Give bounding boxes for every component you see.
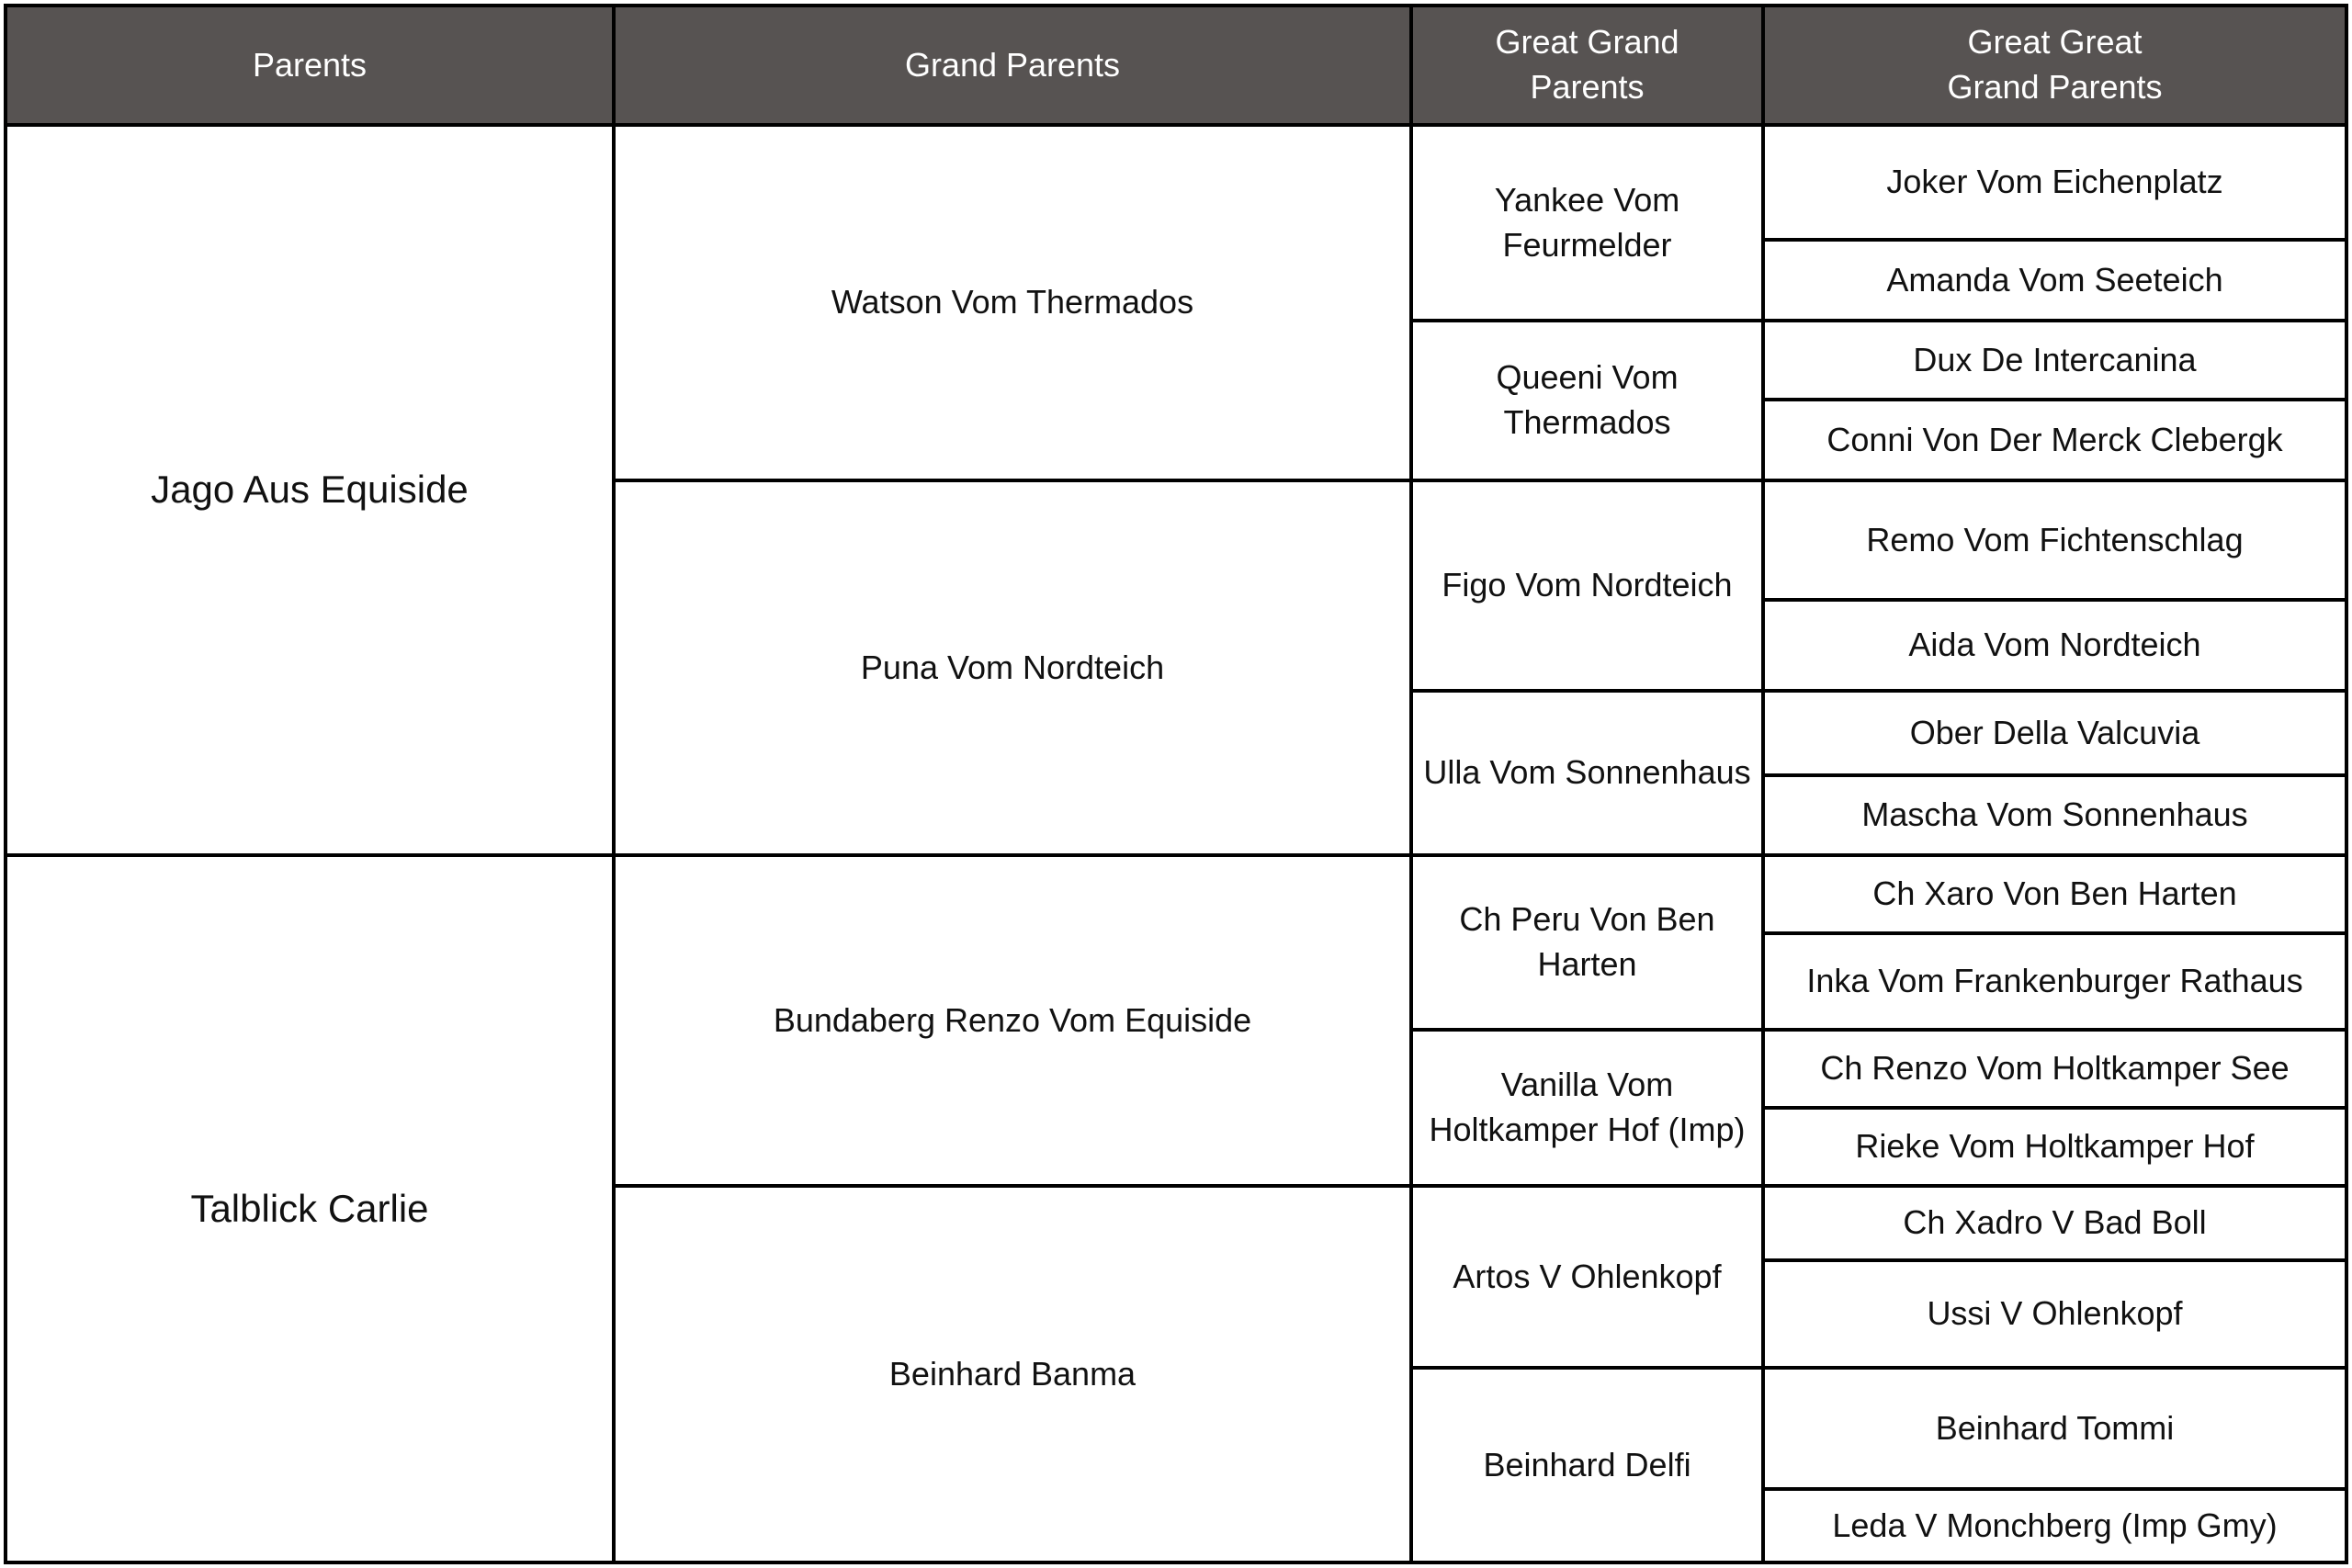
- header-grand-parents-label: Grand Parents: [904, 45, 1121, 84]
- great-great-grand-parent-12: [1761, 1106, 2348, 1188]
- great-great-grand-parent-5-name: Remo Vom Fichtenschlag: [1866, 520, 2244, 558]
- great-great-grand-parent-6: [1761, 598, 2348, 693]
- great-great-grand-parent-14-name: Ussi V Ohlenkopf: [1927, 1294, 2183, 1333]
- great-great-grand-parent-11-name: Ch Renzo Vom Holtkamper See: [1820, 1049, 2290, 1088]
- great-great-grand-parent-13: [1761, 1184, 2348, 1262]
- grand-parent-3: [612, 853, 1413, 1188]
- great-grand-parent-6-name: Vanilla Vom Holtkamper Hof (Imp): [1429, 1066, 1746, 1148]
- great-great-grand-parent-1-name: Joker Vom Eichenplatz: [1886, 163, 2223, 201]
- great-grand-parent-4: [1409, 689, 1765, 857]
- great-great-grand-parent-8-name: Mascha Vom Sonnenhaus: [1861, 795, 2248, 834]
- great-great-grand-parent-2: [1761, 238, 2348, 322]
- great-great-grand-parent-16-name: Leda V Monchberg (Imp Gmy): [1832, 1506, 2278, 1544]
- great-great-grand-parent-10: [1761, 931, 2348, 1032]
- grand-parent-2: [612, 479, 1413, 857]
- great-grand-parent-6: [1409, 1028, 1765, 1188]
- great-great-grand-parent-1: [1761, 123, 2348, 242]
- great-grand-parent-5-name: Ch Peru Von Ben Harten: [1459, 900, 1715, 983]
- great-grand-parent-8: [1409, 1366, 1765, 1564]
- great-grand-parent-2-name: Queeni Vom Thermados: [1496, 358, 1679, 441]
- great-great-grand-parent-3-name: Dux De Intercanina: [1913, 340, 2197, 378]
- great-great-grand-parent-6-name: Aida Vom Nordteich: [1908, 626, 2201, 664]
- great-great-grand-parent-8: [1761, 773, 2348, 857]
- header-parents: [4, 4, 616, 127]
- great-great-grand-parent-5: [1761, 479, 2348, 602]
- header-great-great-grand-parents: [1761, 4, 2348, 127]
- grand-parent-2-name: Puna Vom Nordteich: [860, 648, 1165, 686]
- great-grand-parent-2: [1409, 319, 1765, 482]
- great-grand-parent-4-name: Ulla Vom Sonnenhaus: [1423, 753, 1751, 792]
- great-great-grand-parent-12-name: Rieke Vom Holtkamper Hof: [1855, 1127, 2255, 1166]
- great-great-grand-parent-2-name: Amanda Vom Seeteich: [1886, 260, 2223, 299]
- grand-parent-4: [612, 1184, 1413, 1564]
- header-parents-label: Parents: [252, 45, 368, 84]
- great-great-grand-parent-3: [1761, 319, 2348, 401]
- header-great-great-grand-parents-label: Great Great Grand Parents: [1947, 23, 2163, 106]
- grand-parent-4-name: Beinhard Banma: [888, 1354, 1136, 1393]
- header-great-grand-parents-label: Great Grand Parents: [1495, 23, 1679, 106]
- great-great-grand-parent-10-name: Inka Vom Frankenburger Rathaus: [1806, 962, 2303, 1000]
- great-grand-parent-8-name: Beinhard Delfi: [1483, 1445, 1691, 1483]
- great-grand-parent-3: [1409, 479, 1765, 693]
- great-great-grand-parent-13-name: Ch Xadro V Bad Boll: [1903, 1203, 2207, 1242]
- great-great-grand-parent-7-name: Ober Della Valcuvia: [1909, 713, 2200, 751]
- great-grand-parent-3-name: Figo Vom Nordteich: [1442, 566, 1733, 604]
- great-grand-parent-7: [1409, 1184, 1765, 1370]
- parent-sire-name: Jago Aus Equiside: [151, 468, 469, 512]
- great-great-grand-parent-9: [1761, 853, 2348, 935]
- grand-parent-1-name: Watson Vom Thermados: [831, 283, 1194, 321]
- great-great-grand-parent-15: [1761, 1366, 2348, 1491]
- parent-dam-name: Talblick Carlie: [190, 1186, 429, 1230]
- great-grand-parent-1: [1409, 123, 1765, 322]
- great-great-grand-parent-7: [1761, 689, 2348, 777]
- great-great-grand-parent-4-name: Conni Von Der Merck Clebergk: [1826, 420, 2283, 458]
- great-great-grand-parent-14: [1761, 1258, 2348, 1370]
- great-great-grand-parent-11: [1761, 1028, 2348, 1110]
- parent-sire: [4, 123, 616, 857]
- parent-dam: [4, 853, 616, 1564]
- great-great-grand-parent-16: [1761, 1487, 2348, 1564]
- header-great-grand-parents: [1409, 4, 1765, 127]
- great-great-grand-parent-15-name: Beinhard Tommi: [1935, 1408, 2175, 1447]
- great-grand-parent-1-name: Yankee Vom Feurmelder: [1494, 180, 1680, 264]
- great-great-grand-parent-4: [1761, 398, 2348, 482]
- great-great-grand-parent-9-name: Ch Xaro Von Ben Harten: [1872, 874, 2237, 913]
- great-grand-parent-7-name: Artos V Ohlenkopf: [1453, 1257, 1722, 1295]
- grand-parent-3-name: Bundaberg Renzo Vom Equiside: [773, 1000, 1252, 1039]
- great-grand-parent-5: [1409, 853, 1765, 1032]
- grand-parent-1: [612, 123, 1413, 482]
- header-grand-parents: [612, 4, 1413, 127]
